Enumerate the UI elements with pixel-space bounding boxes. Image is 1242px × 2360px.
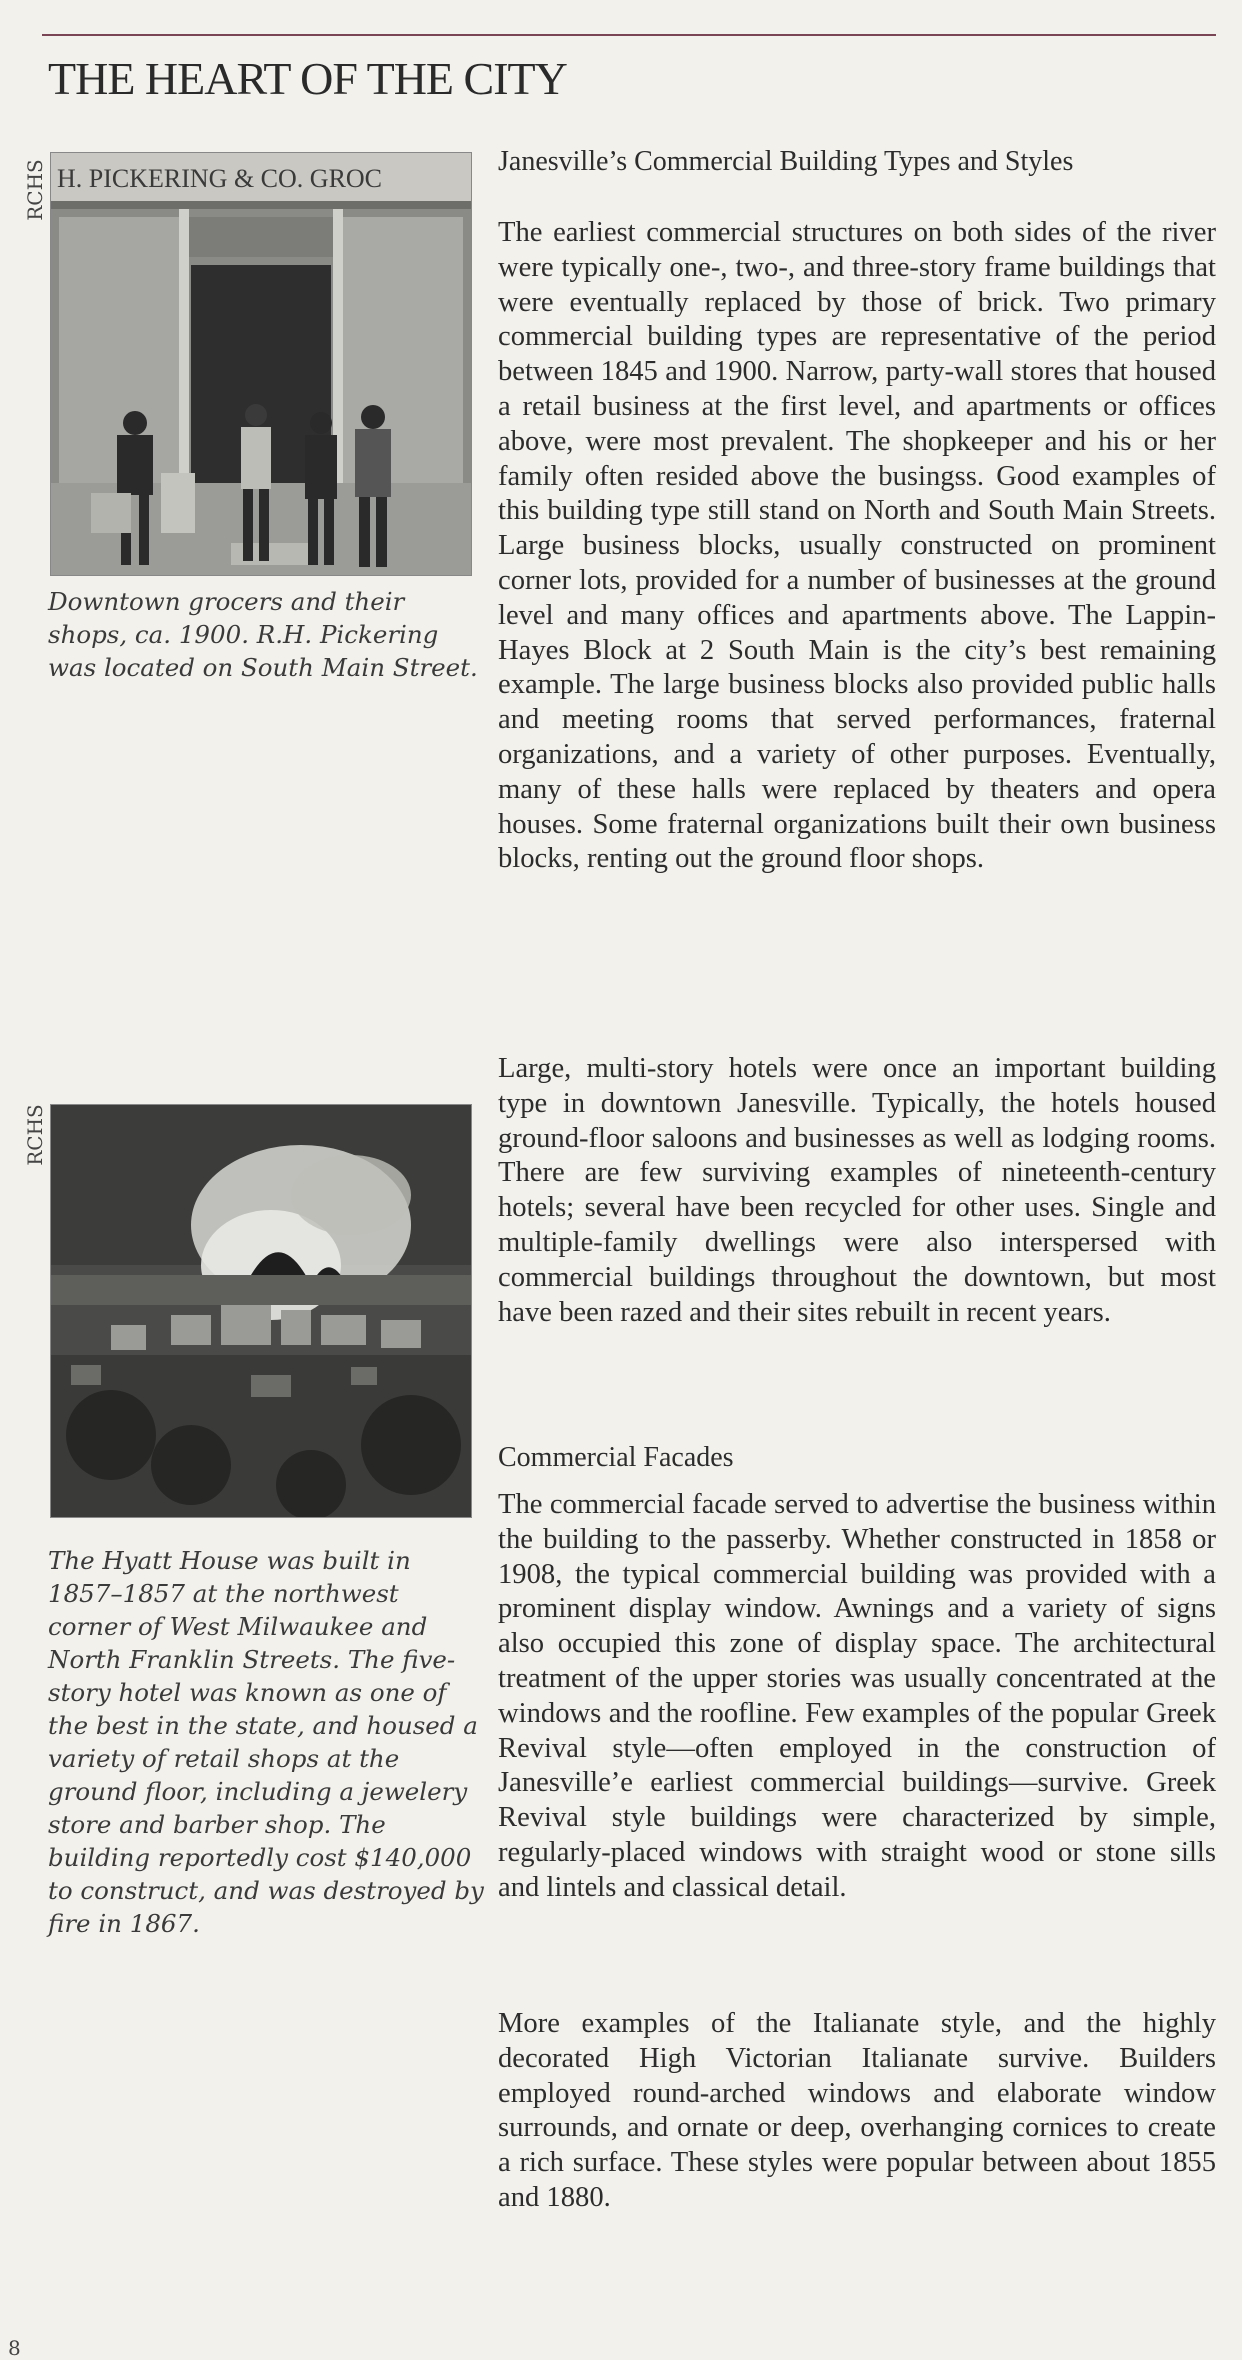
store-sign-text: H. PICKERING & CO. GROC xyxy=(57,164,383,193)
paragraph-commercial-facades: The commercial facade served to advertise the business within the building to the passerby. Whether constructed in 1858 or 1908, the typical commercial building was provided with a prominent display window. Awnings and a variety of signs also occupied this zone of display space. The architectural treatment of the upper stories was usually concentrated at the windows and the roofline. Few examples of the popular Greek Revival style—often employed in the construction of Janesville’e earliest commercial buildings—survive. Greek Revival style buildings were characterized by simple, regularly-placed windows with straight wood or stone sills and lintels and classical detail. xyxy=(498,1489,1216,1903)
section-heading-commercial-facades: Commercial Facades xyxy=(498,1442,734,1473)
caption-hyatt-house: The Hyatt House was built in 1857–1857 at the northwest corner of West Milwaukee and North Franklin Streets. The five-story hotel was known as one of the best in the state, and housed a variety of retail shops at the ground floor, including a jewelery store and barber shop. The building reportedly cost $140,000 to construct, and was destroyed by fire in 1867. xyxy=(48,1546,484,1938)
top-rule xyxy=(42,34,1216,36)
photo-credit-grocers: RCHS xyxy=(23,159,48,221)
page-title: THE HEART OF THE CITY xyxy=(48,53,567,104)
photo-grocers-storefront xyxy=(50,152,472,576)
paragraph-hotels: Large, multi-story hotels were once an important building type in downtown Janesville. Typically, the hotels housed ground-floor saloons and businesses as well as lodging rooms. There are few surviving examples of nineteenth-century hotels; several have been recycled for other uses. Single and multiple-family dwellings were also interspersed with commercial buildings throughout the downtown, but most have been razed and their sites rebuilt in recent years. xyxy=(498,1053,1216,1328)
caption-grocers: Downtown grocers and their shops, ca. 1900. R.H. Pickering was located on South Main Street. xyxy=(48,587,478,682)
illustration-hyatt-house-fire xyxy=(50,1104,472,1518)
section-heading-building-types: Janesville’s Commercial Building Types and Styles xyxy=(498,146,1074,177)
page-number: 8 xyxy=(8,2336,21,2360)
photo-credit-hyatt-house: RCHS xyxy=(23,1104,48,1166)
paragraph-building-types: The earliest commercial structures on both sides of the river were typically one-, two-, and three-story frame buildings that were eventually replaced by those of brick. Two primary commercial building types are representative of the period between 1845 and 1900. Narrow, party-wall stores that housed a retail business at the first level, and apartments or offices above, were most prevalent. The shopkeeper and his or her family often resided above the busingss. Good examples of this building type still stand on North and South Main Streets. Large business blocks, usually constructed on prominent corner lots, provided for a number of businesses at the ground level and many offices and apartments above. The Lappin-Hayes Block at 2 South Main is the city’s best remaining example. The large business blocks also provided public halls and meeting rooms that served performances, fraternal organizations, and a variety of other purposes. Eventually, many of these halls were replaced by theaters and opera houses. Some fraternal organizations built their own business blocks, renting out the ground floor shops. xyxy=(498,217,1216,875)
paragraph-italianate: More examples of the Italianate style, and the highly decorated High Victorian Italianate survive. Builders employed round-arched windows and elaborate window surrounds, and ornate or deep, overhanging cornices to create a rich surface. These styles were popular between about 1855 and 1880. xyxy=(498,2008,1216,2213)
